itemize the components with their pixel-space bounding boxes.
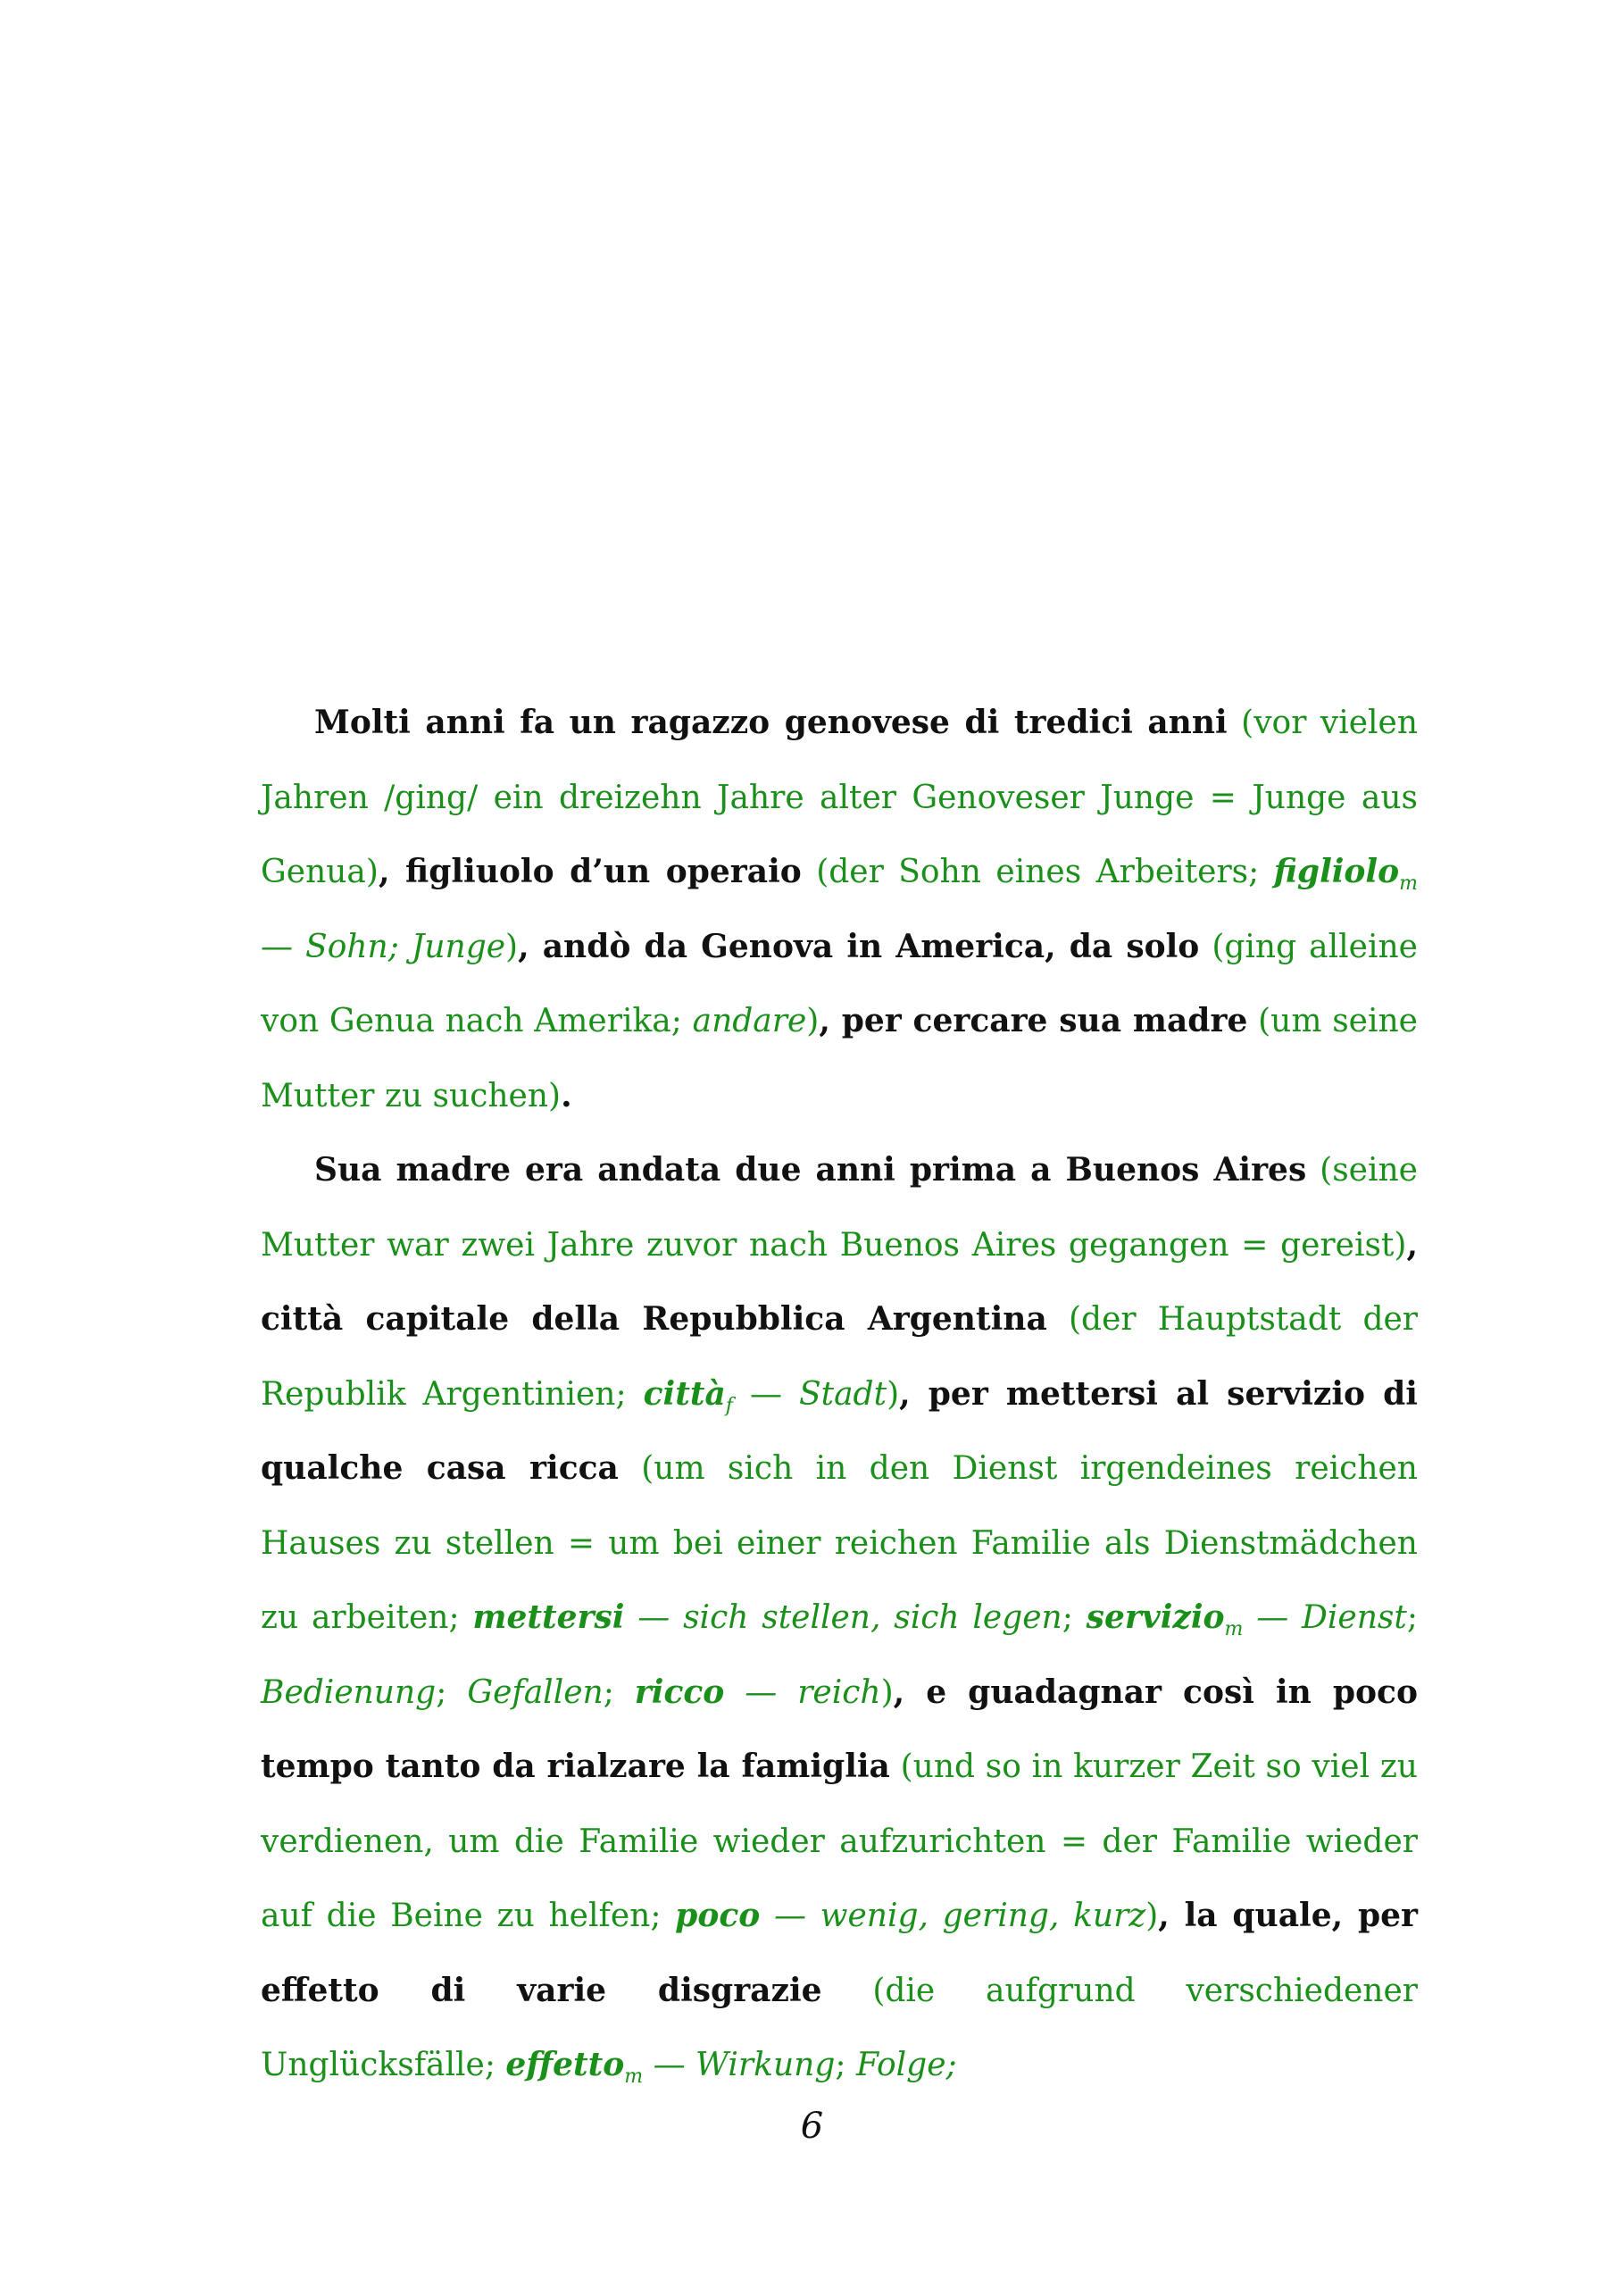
german-translation: )	[887, 1375, 900, 1413]
main-text	[261, 686, 1418, 2103]
italian-text: Sua madre era andata due anni prima a Buenos Aires	[314, 1151, 1307, 1189]
vocab-term: effetto	[505, 2046, 625, 2083]
german-translation: ;	[835, 2047, 856, 2083]
italian-text: , e guadagnar così in poco tempo tanto da rialzare la famiglia	[261, 1673, 1418, 1785]
german-translation: (um sich in den Dienst irgendeines reichen Hauses zu stellen = um bei einer reichen Familie als Dienstmädchen zu arbeiten;	[261, 1450, 1418, 1636]
german-translation: )	[880, 1673, 894, 1711]
german-translation: (vor vielen Jahren /ging/ ein dreizehn Jahre alter Genoveser Junge = Junge aus Genua)	[261, 705, 1419, 890]
vocab-term: figliolo	[1273, 853, 1400, 890]
german-translation: (der Hauptstadt der Republik Argentinien;	[261, 1301, 1419, 1413]
german-translation: ;	[1406, 1599, 1418, 1636]
vocab-term: servizio	[1086, 1598, 1225, 1636]
vocab-meaning: — Dienst	[1243, 1599, 1407, 1636]
vocab-meaning: Sohn; Junge	[305, 928, 506, 965]
gender-marker: m	[624, 2065, 644, 2089]
german-translation: ;	[436, 1673, 468, 1711]
italian-text: Molti anni fa un ragazzo genovese di tredici anni	[314, 704, 1228, 741]
german-translation: ;	[1062, 1599, 1087, 1636]
vocab-meaning: Bedienung	[261, 1673, 437, 1711]
vocab-meaning: — reich	[724, 1673, 881, 1711]
paragraph-2	[261, 1133, 1418, 2103]
german-translation: (um seine Mutter zu suchen)	[261, 1003, 1418, 1114]
gender-marker: m	[1399, 872, 1418, 896]
italian-text: , per cercare sua madre	[819, 1002, 1248, 1039]
gender-marker: m	[1224, 1618, 1244, 1641]
german-translation: —	[261, 928, 306, 965]
vocab-meaning: — Wirkung	[643, 2047, 836, 2083]
page-number: 6	[800, 2106, 824, 2147]
german-translation: ;	[603, 1673, 635, 1711]
german-translation: —	[732, 1375, 799, 1413]
gender-marker: f	[725, 1394, 733, 1417]
vocab-meaning: andare	[692, 1003, 807, 1039]
german-translation: (der Sohn eines Arbeiters;	[801, 854, 1274, 890]
vocab-meaning: Folge;	[855, 2047, 957, 2083]
vocab-meaning: Stadt	[798, 1375, 887, 1413]
italian-text: , città capitale della Repubblica Argentina	[261, 1225, 1418, 1338]
vocab-meaning: — sich stellen, sich legen	[624, 1599, 1062, 1636]
vocab-term: ricco	[634, 1673, 725, 1711]
vocab-meaning: — wenig, gering, kurz	[760, 1898, 1146, 1934]
italian-text: , la quale, per effetto di varie disgrazie	[261, 1897, 1418, 2009]
paragraph-1	[261, 686, 1418, 1133]
german-translation: )	[806, 1003, 820, 1039]
german-translation: )	[1145, 1898, 1159, 1934]
italian-text: , figliuolo d’un operaio	[378, 853, 802, 890]
italian-text: , andò da Genova in America, da solo	[518, 927, 1200, 965]
german-translation: (seine Mutter war zwei Jahre zuvor nach Buenos Aires gegangen = gereist)	[261, 1152, 1418, 1264]
german-translation: (ging alleine von Genua nach Amerika;	[261, 928, 1418, 1039]
italian-text: , per mettersi al servizio di qualche casa ricca	[261, 1374, 1418, 1487]
german-translation: (die aufgrund verschiedener Unglücksfälle;	[261, 1972, 1419, 2083]
german-translation: )	[505, 928, 519, 965]
vocab-meaning: Gefallen	[467, 1673, 604, 1711]
vocab-term: mettersi	[472, 1598, 625, 1636]
italian-text: .	[561, 1076, 572, 1114]
vocab-term: poco	[675, 1897, 761, 1934]
german-translation: (und so in kurzer Zeit so viel zu verdienen, um die Familie wieder aufzurichten = der Familie wieder auf die Beine zu helfen;	[261, 1748, 1418, 1934]
vocab-term: città	[643, 1374, 726, 1413]
